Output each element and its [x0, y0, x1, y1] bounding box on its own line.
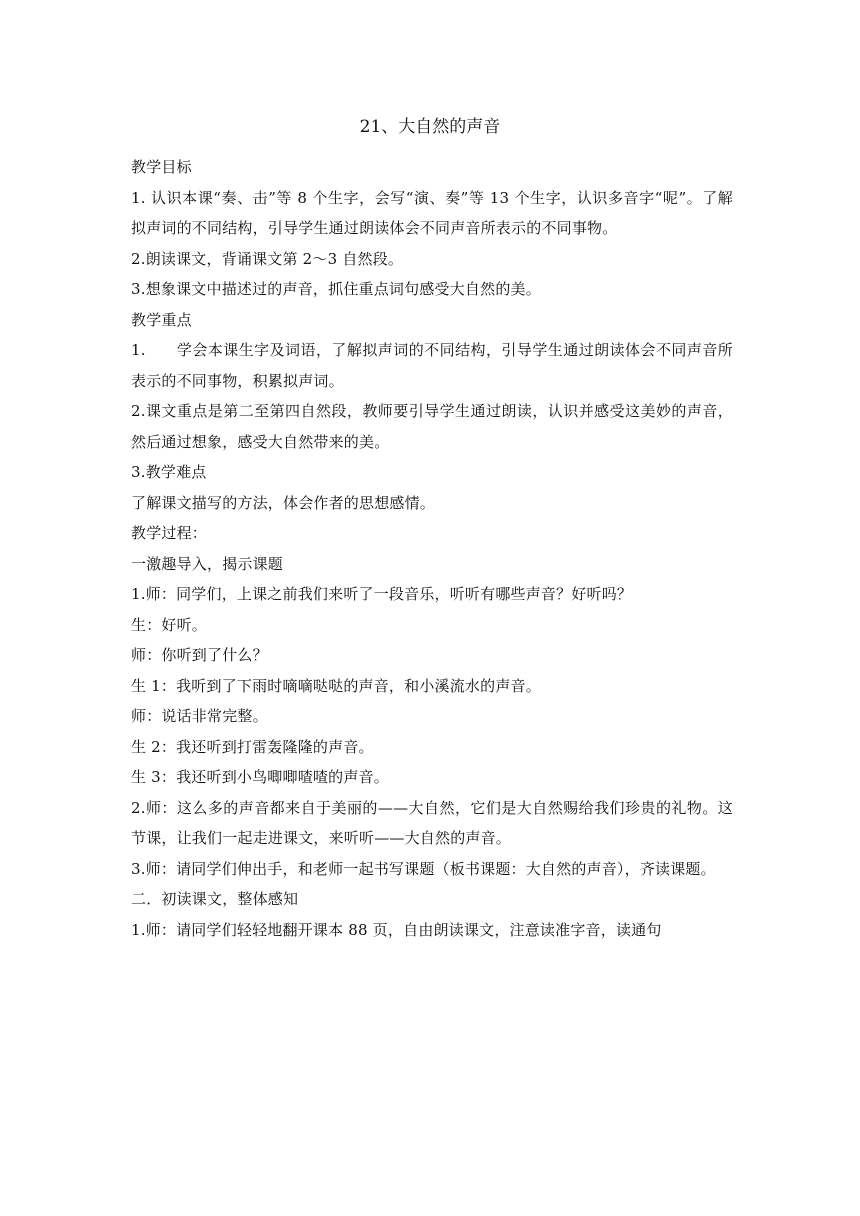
dialogue-line: 生 2：我还听到打雷轰隆隆的声音。: [131, 737, 374, 756]
paragraph: 3.师：请同学们伸出手，和老师一起书写课题（板书课题：大自然的声音），齐读课题。: [131, 859, 716, 878]
paragraph: 1. 认识本课“奏、击”等 8 个生字，会写“演、奏”等 13 个生字，认识多音字“呢”。了解拟声词的不同结构，引导学生通过朗读体会不同声音所表示的不同事物。: [131, 188, 733, 237]
paragraph: 1. 学会本课生字及词语，了解拟声词的不同结构，引导学生通过朗读体会不同声音所表示的不同事物，积累拟声词。: [131, 341, 733, 390]
section-heading-key-points: 教学重点: [131, 310, 192, 329]
paragraph: 2.朗读课文，背诵课文第 2～3 自然段。: [131, 249, 404, 268]
paragraph: 2.师：这么多的声音都来自于美丽的——大自然，它们是大自然赐给我们珍贵的礼物。这节课，让我们一起走进课文，来听听——大自然的声音。: [131, 798, 733, 847]
paragraph: 1.师：同学们，上课之前我们来听了一段音乐，听听有哪些声音？好听吗？: [131, 585, 633, 603]
document-body: [131, 152, 733, 945]
dialogue-line: 生 3：我还听到小鸟唧唧喳喳的声音。: [131, 768, 389, 786]
paragraph: 了解课文描写的方法，体会作者的思想感情。: [131, 493, 436, 512]
subsection-heading: 二．初读课文，整体感知: [131, 890, 299, 908]
section-heading-goals: 教学目标: [131, 158, 192, 176]
dialogue-line: 师：说话非常完整。: [131, 707, 268, 725]
paragraph: 2.课文重点是第二至第四自然段，教师要引导学生通过朗读，认识并感受这美妙的声音，然后通过想象，感受大自然带来的美。: [131, 402, 733, 451]
dialogue-line: 生：好听。: [131, 615, 208, 634]
dialogue-line: 生 1：我听到了下雨时嘀嘀哒哒的声音，和小溪流水的声音。: [131, 676, 541, 695]
document-title: 21、大自然的声音: [359, 117, 501, 137]
section-heading-process: 教学过程：: [131, 524, 208, 542]
subsection-heading: 一激趣导入，揭示课题: [131, 554, 284, 573]
paragraph: 1.师：请同学们轻轻地翻开课本 88 页，自由朗读课文，注意读准字音，读通句: [131, 920, 662, 939]
paragraph: 3.想象课文中描述过的声音，抓住重点词句感受大自然的美。: [131, 280, 541, 298]
section-heading-difficulties: 3.教学难点: [131, 463, 207, 481]
dialogue-line: 师：你听到了什么？: [131, 646, 268, 664]
